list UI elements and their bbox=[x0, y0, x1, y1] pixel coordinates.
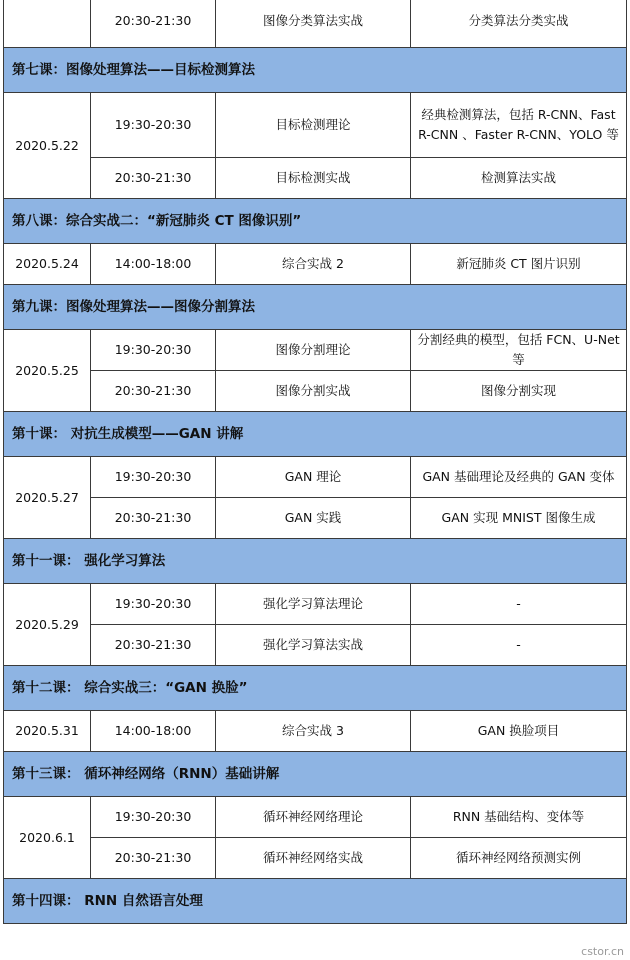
time-cell: 14:00-18:00 bbox=[91, 244, 216, 285]
date-cell: 2020.5.25 bbox=[4, 330, 91, 412]
session-row bbox=[4, 838, 627, 879]
session-row bbox=[4, 457, 627, 498]
session-row bbox=[4, 371, 627, 412]
content-cell: 新冠肺炎 CT 图片识别 bbox=[411, 244, 627, 285]
section-header-row bbox=[4, 412, 627, 457]
time-cell: 19:30-20:30 bbox=[91, 93, 216, 158]
session-row bbox=[4, 625, 627, 666]
session-row bbox=[4, 0, 627, 48]
session-row bbox=[4, 498, 627, 539]
session-row bbox=[4, 330, 627, 371]
date-cell: 2020.6.1 bbox=[4, 797, 91, 879]
topic-cell: 强化学习算法理论 bbox=[216, 584, 411, 625]
session-row bbox=[4, 711, 627, 752]
session-row bbox=[4, 584, 627, 625]
content-cell: 经典检测算法，包括 R-CNN、Fast R-CNN 、Faster R-CNN、YOLO 等 bbox=[411, 93, 627, 158]
topic-cell: 综合实战 2 bbox=[216, 244, 411, 285]
section-title: 第十二课： 综合实战三：“GAN 换脸” bbox=[4, 666, 627, 711]
topic-cell: 循环神经网络理论 bbox=[216, 797, 411, 838]
section-title: 第八课：综合实战二：“新冠肺炎 CT 图像识别” bbox=[4, 199, 627, 244]
section-title: 第十一课： 强化学习算法 bbox=[4, 539, 627, 584]
section-header-row bbox=[4, 666, 627, 711]
session-row bbox=[4, 158, 627, 199]
content-cell: 循环神经网络预测实例 bbox=[411, 838, 627, 879]
session-row bbox=[4, 797, 627, 838]
time-cell: 19:30-20:30 bbox=[91, 330, 216, 371]
section-title: 第七课：图像处理算法——目标检测算法 bbox=[4, 48, 627, 93]
section-header-row bbox=[4, 199, 627, 244]
content-cell: 分割经典的模型，包括 FCN、U-Net 等 bbox=[411, 330, 627, 371]
content-cell: 检测算法实战 bbox=[411, 158, 627, 199]
section-header-row bbox=[4, 539, 627, 584]
section-header-row bbox=[4, 752, 627, 797]
section-title: 第九课：图像处理算法——图像分割算法 bbox=[4, 285, 627, 330]
topic-cell: 强化学习算法实战 bbox=[216, 625, 411, 666]
content-cell: 图像分割实现 bbox=[411, 371, 627, 412]
section-header-row bbox=[4, 48, 627, 93]
content-cell: GAN 实现 MNIST 图像生成 bbox=[411, 498, 627, 539]
date-cell: 2020.5.31 bbox=[4, 711, 91, 752]
time-cell: 19:30-20:30 bbox=[91, 584, 216, 625]
section-title: 第十四课： RNN 自然语言处理 bbox=[4, 879, 627, 924]
section-title: 第十课： 对抗生成模型——GAN 讲解 bbox=[4, 412, 627, 457]
time-cell: 20:30-21:30 bbox=[91, 498, 216, 539]
time-cell: 19:30-20:30 bbox=[91, 457, 216, 498]
session-row bbox=[4, 93, 627, 158]
topic-cell: 循环神经网络实战 bbox=[216, 838, 411, 879]
date-cell-continued bbox=[4, 0, 91, 48]
topic-cell: 图像分割实战 bbox=[216, 371, 411, 412]
section-header-row bbox=[4, 285, 627, 330]
topic-cell: 图像分类算法实战 bbox=[216, 0, 411, 48]
content-cell: 分类算法分类实战 bbox=[411, 0, 627, 48]
section-title: 第十三课： 循环神经网络（RNN）基础讲解 bbox=[4, 752, 627, 797]
date-cell: 2020.5.24 bbox=[4, 244, 91, 285]
content-cell: RNN 基础结构、变体等 bbox=[411, 797, 627, 838]
time-cell: 19:30-20:30 bbox=[91, 797, 216, 838]
content-cell: - bbox=[411, 625, 627, 666]
time-cell: 20:30-21:30 bbox=[91, 625, 216, 666]
time-cell: 20:30-21:30 bbox=[91, 158, 216, 199]
course-schedule-table bbox=[3, 0, 627, 924]
topic-cell: GAN 实践 bbox=[216, 498, 411, 539]
topic-cell: 目标检测理论 bbox=[216, 93, 411, 158]
time-cell: 20:30-21:30 bbox=[91, 371, 216, 412]
content-cell: GAN 换脸项目 bbox=[411, 711, 627, 752]
topic-cell: GAN 理论 bbox=[216, 457, 411, 498]
content-cell: - bbox=[411, 584, 627, 625]
schedule-body bbox=[4, 0, 627, 924]
date-cell: 2020.5.27 bbox=[4, 457, 91, 539]
date-cell: 2020.5.29 bbox=[4, 584, 91, 666]
watermark: cstor.cn bbox=[581, 945, 624, 958]
content-cell: GAN 基础理论及经典的 GAN 变体 bbox=[411, 457, 627, 498]
topic-cell: 图像分割理论 bbox=[216, 330, 411, 371]
session-row bbox=[4, 244, 627, 285]
time-cell: 14:00-18:00 bbox=[91, 711, 216, 752]
topic-cell: 目标检测实战 bbox=[216, 158, 411, 199]
date-cell: 2020.5.22 bbox=[4, 93, 91, 199]
time-cell: 20:30-21:30 bbox=[91, 0, 216, 48]
section-header-row bbox=[4, 879, 627, 924]
time-cell: 20:30-21:30 bbox=[91, 838, 216, 879]
topic-cell: 综合实战 3 bbox=[216, 711, 411, 752]
